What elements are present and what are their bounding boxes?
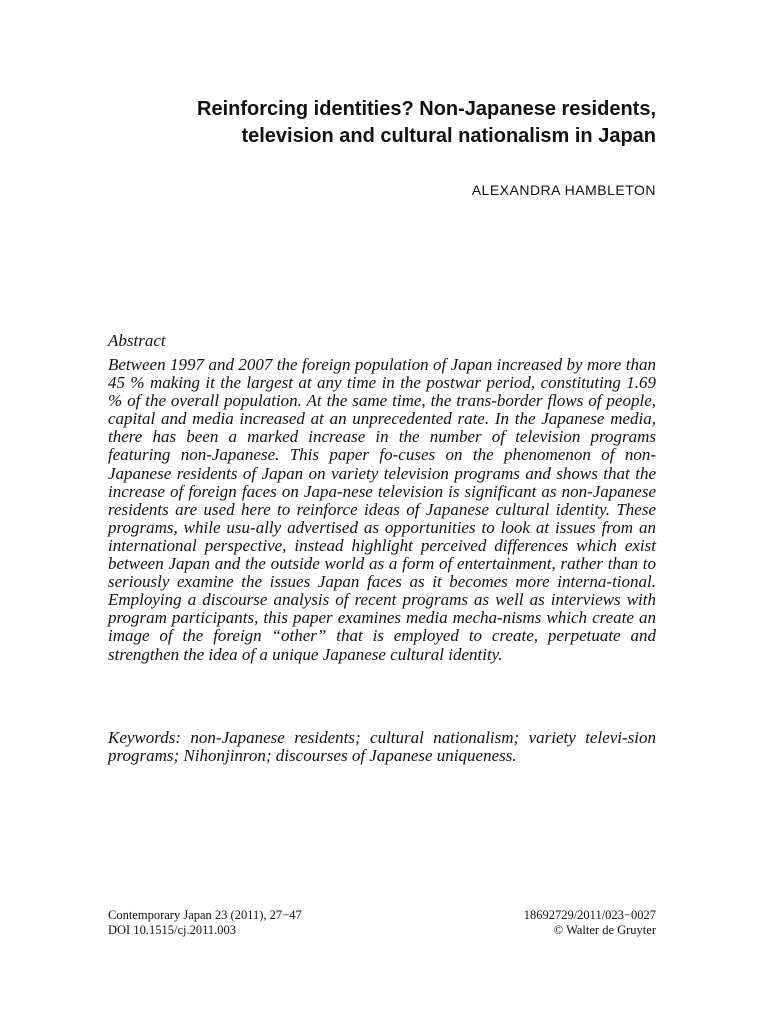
paper-title-line-2: television and cultural nationalism in Japan: [241, 125, 656, 147]
footer-publisher-info: [524, 908, 656, 938]
keywords: Keywords: non-Japanese residents; cultural nationalism; variety televi-sion programs; Nihonjinron; discourses of Japanese uniqueness.: [108, 728, 656, 766]
paper-title-line-1: Reinforcing identities? Non-Japanese residents,: [197, 98, 656, 120]
paper-title: [108, 96, 656, 150]
footer-issn: 18692729/2011/023−0027: [523, 908, 656, 922]
abstract-heading: Abstract: [108, 331, 166, 350]
footer-journal: Contemporary Japan 23 (2011), 27−47: [108, 908, 302, 922]
footer-doi: DOI 10.1515/cj.2011.003: [108, 923, 236, 937]
author-name: ALEXANDRA HAMBLETON: [471, 182, 656, 198]
footer-publisher: © Walter de Gruyter: [553, 923, 656, 937]
footer-citation: [108, 908, 302, 938]
abstract-body: Between 1997 and 2007 the foreign population of Japan increased by more than 45 % making it the largest at any time in the postwar period, constituting 1.69 % of the overall population. At the same time, the trans-border flows of people, capital and media increased at an unprecedented rate. In the Japanese media, there has been a marked increase in the number of television programs featuring non-Japanese. This paper fo-cuses on the phenomenon of non-Japanese residents of Japan on variety television programs and shows that the increase of foreign faces on Japa-nese television is significant as non-Japanese residents are used here to reinforce ideas of Japanese cultural identity. These programs, while usu-ally advertised as opportunities to look at issues from an international perspective, instead highlight perceived differences which exist between Japan and the outside world as a form of entertainment, rather than to seriously examine the issues Japan faces as it becomes more interna-tional. Employing a discourse analysis of recent programs as well as interviews with program participants, this paper examines media mecha-nisms which create an image of the foreign “other” that is employed to create, perpetuate and strengthen the idea of a unique Japanese cultural identity.: [108, 355, 656, 664]
